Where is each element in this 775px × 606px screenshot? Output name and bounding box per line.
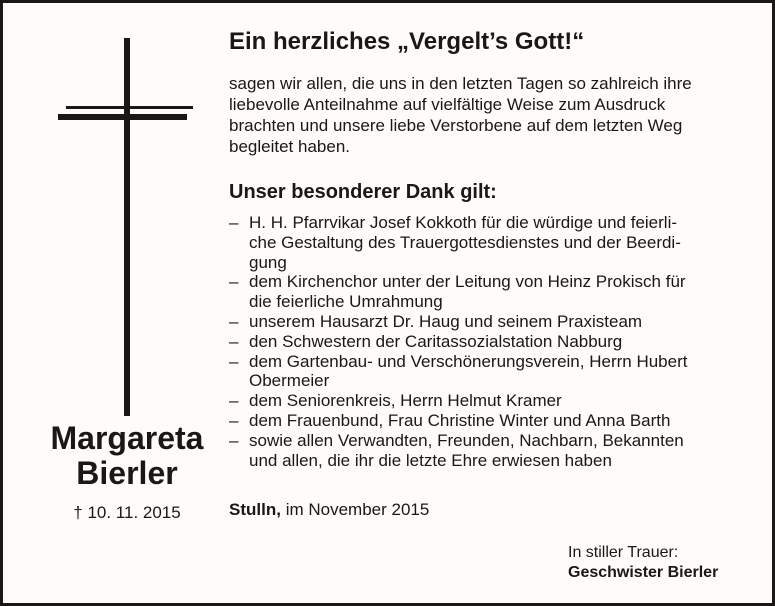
- place-and-date: [229, 500, 429, 520]
- cross-vertical-bar: [124, 38, 130, 416]
- death-date: † 10. 11. 2015: [73, 503, 181, 522]
- list-item: [229, 352, 741, 392]
- place-town: Stulln,: [229, 500, 281, 519]
- cross-thin-crossbar: [66, 106, 193, 109]
- deceased-name: [23, 421, 231, 491]
- list-item: [229, 411, 741, 431]
- list-item-line: die feierliche Umrahmung: [249, 292, 443, 312]
- list-item: [229, 312, 741, 332]
- list-item-line: – dem Kirchenchor unter der Leitung von Heinz Prokisch für: [229, 272, 741, 292]
- subheading: Unser besonderer Dank gilt:: [229, 181, 497, 203]
- list-item: [229, 272, 741, 312]
- list-item-line: und allen, die ihr die letzte Ehre erwiesen haben: [249, 450, 612, 470]
- intro-line: liebevolle Anteilnahme auf vielfältige Weise zum Ausdruck: [229, 95, 666, 114]
- heading: Ein herzliches „Vergelt’s Gott!“: [229, 28, 585, 55]
- list-item-line: – sowie allen Verwandten, Freunden, Nachbarn, Bekannten: [229, 431, 741, 451]
- list-item-line: – dem Gartenbau- und Verschönerungsverein, Herrn Hubert: [229, 352, 741, 372]
- intro-line: sagen wir allen, die uns in den letzten Tagen so zahlreich ihre: [229, 74, 692, 93]
- list-item: [229, 391, 741, 411]
- list-item-line: – dem Seniorenkreis, Herrn Helmut Kramer: [229, 391, 741, 411]
- list-item: [229, 332, 741, 352]
- thanks-list: [229, 213, 741, 470]
- list-item-line: che Gestaltung des Trauergottesdienstes und der Beerdi-: [249, 232, 681, 252]
- place-date: im November 2015: [285, 500, 430, 519]
- list-item-line: Obermeier: [249, 371, 330, 391]
- deceased-first-name: Margareta: [50, 420, 204, 456]
- list-item-line: – dem Frauenbund, Frau Christine Winter und Anna Barth: [229, 411, 741, 431]
- intro-line: begleitet haben.: [229, 137, 350, 156]
- list-item-line: gung: [249, 252, 287, 272]
- list-item-line: – H. H. Pfarrvikar Josef Kokkoth für die würdige und feierli-: [229, 213, 741, 233]
- intro-text: [229, 73, 741, 157]
- list-item: [229, 431, 741, 471]
- list-item: [229, 213, 741, 272]
- intro-line: brachten und unsere liebe Verstorbene auf dem letzten Weg: [229, 116, 683, 135]
- list-item-line: – den Schwestern der Caritassozialstation Nabburg: [229, 332, 741, 352]
- mourning-signatory: Geschwister Bierler: [568, 564, 719, 581]
- list-item-line: – unserem Hausarzt Dr. Haug und seinem Praxisteam: [229, 312, 741, 332]
- mourning-signature: [568, 543, 718, 583]
- cross-thick-crossbar: [58, 114, 187, 120]
- mourning-label: In stiller Trauer:: [568, 544, 679, 561]
- deceased-last-name: Bierler: [76, 455, 178, 491]
